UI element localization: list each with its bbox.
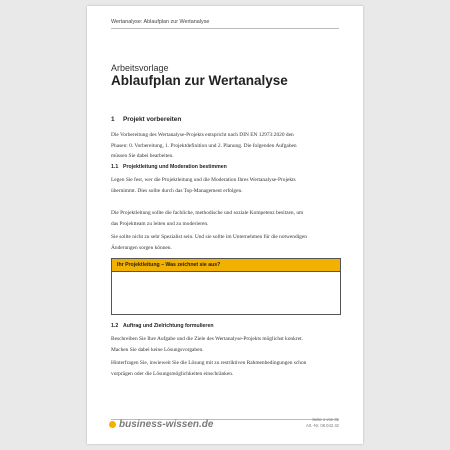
- section-title: Projekt vorbereiten: [123, 116, 182, 123]
- input-box-title: Ihr Projektleitung – Was zeichnet sie aus?: [112, 259, 340, 272]
- section-number: 1.1: [111, 164, 119, 170]
- section-heading-1-1: [111, 164, 227, 170]
- input-box: [111, 258, 341, 315]
- page-info: [306, 417, 339, 429]
- section-number: 1.2: [111, 323, 119, 329]
- section-1-2-paragraph-2: Hinterfragen Sie, inwieweit Sie die Lösung mit zu restriktiven Rahmenbedingungen schon vorprägen oder die Lösungsmöglichkeiten einschränken.: [111, 360, 307, 377]
- section-heading-1-2: [111, 323, 214, 329]
- logo: [109, 419, 213, 430]
- document-title: Ablaufplan zur Wertanalyse: [111, 73, 288, 88]
- page-number: Seite 1 von 31: [312, 417, 339, 422]
- section-title: Projektleitung und Moderation bestimmen: [123, 164, 227, 170]
- section-number: 1: [111, 116, 115, 123]
- running-header: Wertanalyse: Ablaufplan zur Wertanalyse: [111, 19, 339, 29]
- article-number: Art.-Nr. 08.042.32: [305, 423, 339, 428]
- section-1-2-paragraph-1: Beschreiben Sie Ihre Aufgabe und die Ziele des Wertanalyse-Projekts möglichst konkret. Machen Sie dabei keine Lösungsvorgaben.: [111, 336, 303, 353]
- logo-dot-icon: [109, 421, 116, 428]
- document-page: [87, 6, 363, 444]
- section-1-1-paragraph-3: Sie sollte nicht zu sehr Spezialist sein. Und sie sollte im Unternehmen für die notwendigen Änderungen sorgen können.: [111, 234, 307, 251]
- logo-text: business-wissen.de: [119, 419, 214, 430]
- section-1-text: Die Vorbereitung des Wertanalyse-Projekts entspricht nach DIN EN 12973:2020 den Phasen: 0. Vorbereitung, 1. Projektdefinition und 2. Planung. Die folgenden Aufgaben müssen Sie dabei bearbeiten.: [111, 132, 297, 159]
- section-1-1-paragraph-1: Legen Sie fest, wer die Projektleitung und die Moderation Ihres Wertanalyse-Projekts übernimmt. Dies sollte durch das Top-Management erfolgen.: [111, 177, 296, 194]
- section-title: Auftrag und Zielrichtung formulieren: [123, 323, 214, 329]
- section-heading-1: [111, 116, 181, 123]
- section-1-1-paragraph-2: Die Projektleitung sollte die fachliche, methodische und soziale Kompetenz besitzen, um das Projektteam zu leiten und zu moderieren.: [111, 210, 304, 227]
- document-subtitle: Arbeitsvorlage: [111, 63, 169, 73]
